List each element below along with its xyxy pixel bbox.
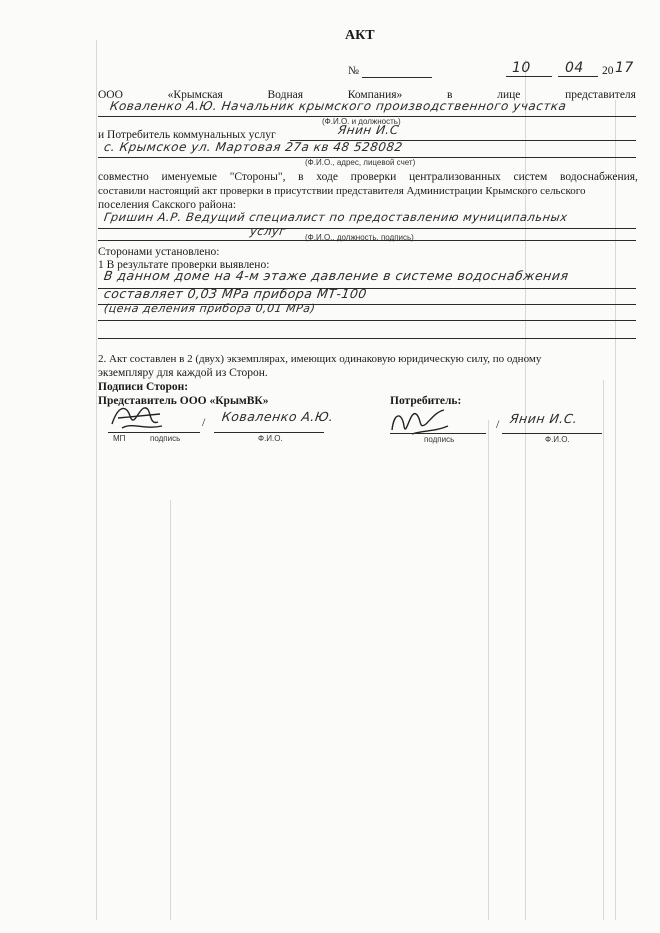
document-title: АКТ — [345, 28, 375, 43]
date-day: 10 — [512, 60, 531, 76]
admin-rep-handwritten: Гришин А.Р. Ведущий специалист по предоставлению муниципальных — [103, 210, 569, 224]
admin-rep-handwritten-cont: услуг — [249, 224, 287, 238]
org-line: ООО «Крымская Водная Компания» в лице представителя — [98, 89, 636, 101]
rep-signature-label: Представитель ООО «КрымВК» — [98, 395, 269, 407]
closing-item-2: 2. Акт составлен в 2 (двух) экземплярах, имеющих одинаковую юридическую силу, по одному — [98, 353, 542, 365]
joint-line-3: поселения Сакского района: — [98, 199, 237, 211]
date-month: 04 — [565, 60, 584, 76]
rep-caption: (Ф.И.О. и должность) — [322, 117, 401, 126]
established-heading: Сторонами установлено: — [98, 246, 220, 258]
joint-line-1: совместно именуемые "Стороны", в ходе проверки централизованных систем водоснабжения, — [98, 171, 638, 183]
act-number-label: № — [348, 65, 359, 77]
consumer-caption-fio: Ф.И.О. — [545, 435, 570, 444]
closing-item-2-cont: экземпляру для каждой из Сторон. — [98, 367, 268, 379]
rep-caption-mp: МП — [113, 434, 126, 443]
joint-line-2: составили настоящий акт проверки в присутствии представителя Администрации Крымского сельского — [98, 185, 586, 197]
date-year-suffix: 17 — [615, 60, 634, 76]
rep-caption-fio: Ф.И.О. — [258, 434, 283, 443]
address-caption: (Ф.И.О., адрес, лицевой счет) — [305, 158, 416, 167]
address-handwritten: с. Крымское ул. Мартовая 27а кв 48 528082 — [103, 140, 404, 154]
consumer-signature-label: Потребитель: — [390, 395, 462, 407]
finding-handwritten-2: составляет 0,03 МРа прибора МТ-100 — [102, 286, 368, 301]
signatures-title: Подписи Сторон: — [98, 381, 189, 393]
consumer-name-handwritten: Янин И.С — [337, 123, 400, 137]
consumer-fio-handwritten: Янин И.С. — [508, 411, 579, 426]
representative-handwritten: Коваленко А.Ю. Начальник крымского производственного участка — [109, 99, 568, 113]
rep-caption-sign: подпись — [150, 434, 181, 443]
rep-fio-handwritten: Коваленко А.Ю. — [220, 409, 335, 424]
consumer-caption-sign: подпись — [424, 435, 455, 444]
date-year-prefix: 20 — [602, 65, 614, 77]
scanned-act-page: АКТ № 10 04 20 17 ООО «Крымская Водная Компания» в лице представителя Коваленко А.Ю. Начальник крымского производственного участка (Ф.И.О. и должность) и Потребитель коммунальных услуг Янин И.С с. Крымское ул. Мартовая 27а кв 48 528082 (Ф.И.О., адрес, лицевой счет) совместно именуемые "Стороны", в ходе проверки централизованных систем водоснабжения, составили настоящий акт проверки в присутствии представителя Администрации Крымского сельского поселения Сакского района: Гришин А.Р. Ведущий специалист по предоставлению муниципальных услуг (Ф.И.О., должность, подпись) Сторонами установлено: 1 В результате проверки выявлено: В данном доме на 4-м этаже давление в системе водоснабжения составляет 0,03 МРа прибора МТ-100 (цена деления прибора 0,01 МРа) 2. Акт составлен в 2 (двух) экземплярах, имеющих одинаковую юридическую силу, по одному экземпляру для каждой из Сторон. Подписи Сторон: Представитель ООО «КрымВК» Потребитель: / Коваленко А.Ю. МП подпись Ф.И.О. / Янин И.С. подпись Ф.И.О. — [0, 0, 660, 933]
consumer-label: и Потребитель коммунальных услуг — [98, 129, 276, 141]
rep-signature-scribble — [108, 400, 168, 434]
finding-handwritten-3: (цена деления прибора 0,01 МРа) — [103, 302, 317, 315]
finding-handwritten-1: В данном доме на 4-м этаже давление в системе водоснабжения — [102, 268, 570, 283]
admin-caption: (Ф.И.О., должность, подпись) — [305, 233, 414, 242]
finding-item-1: 1 В результате проверки выявлено: — [98, 259, 270, 271]
act-number-line — [362, 77, 432, 78]
